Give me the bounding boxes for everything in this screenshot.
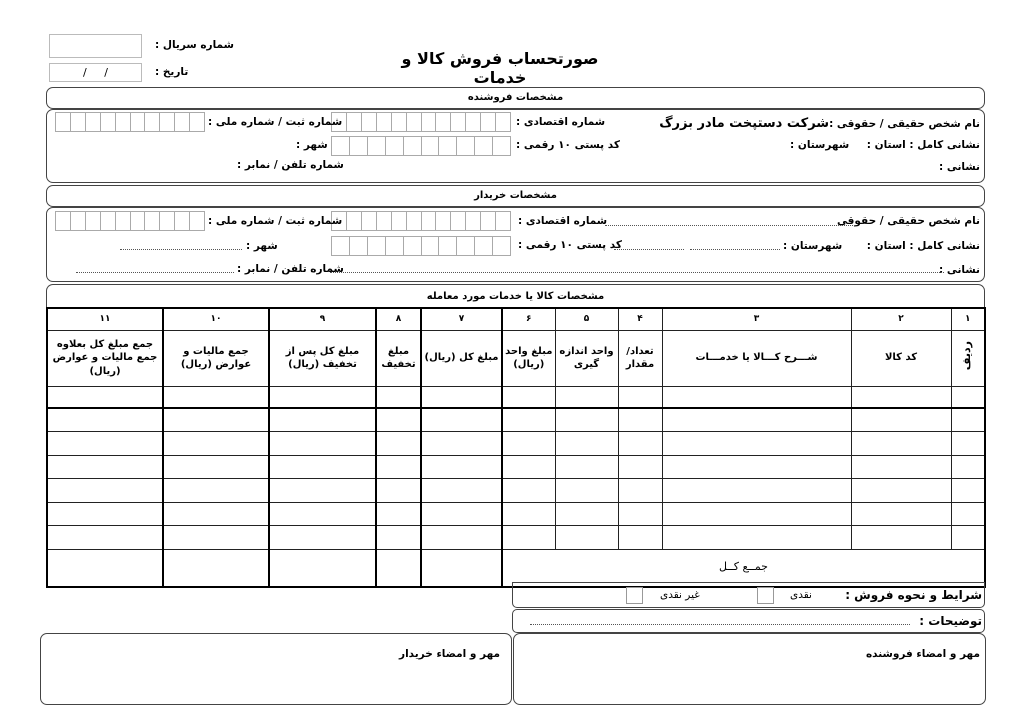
table-cell[interactable]: [851, 479, 951, 503]
seller-section-title: مشخصات فروشنده: [467, 92, 564, 103]
table-cell[interactable]: [502, 455, 555, 479]
table-cell[interactable]: [951, 502, 985, 526]
buyer-postal-code-input[interactable]: [331, 236, 511, 256]
date-value: / /: [83, 66, 108, 79]
table-cell[interactable]: [163, 502, 269, 526]
col-header-unit: واحد اندازه گیری: [555, 330, 618, 386]
buyer-phone-label: شماره تلفن / نمابر :: [237, 263, 344, 275]
col-num-10: ۱۰: [163, 308, 269, 330]
buyer-national-id-input[interactable]: [55, 211, 205, 231]
col-num-2: ۲: [851, 308, 951, 330]
buyer-signature-label: مهر و امضاء خریدار: [399, 648, 500, 660]
col-num-1: ۱: [951, 308, 985, 330]
table-cell[interactable]: [163, 479, 269, 503]
date-label: تاریخ :: [155, 66, 189, 78]
col-num-11: ۱۱: [47, 308, 163, 330]
col-header-row-number: [951, 330, 985, 386]
table-row: [47, 526, 985, 550]
table-cell[interactable]: [269, 455, 376, 479]
table-cell[interactable]: [421, 479, 502, 503]
table-cell[interactable]: [951, 455, 985, 479]
date-field[interactable]: [49, 63, 142, 82]
seller-postal-code-input[interactable]: [331, 136, 511, 156]
seller-county-label: شهرستان :: [790, 139, 850, 151]
buyer-name-label: نام شخص حقیقی / حقوقی: [836, 215, 980, 227]
table-row: [47, 479, 985, 503]
total-cell-grand-total[interactable]: [47, 549, 163, 587]
table-cell[interactable]: [662, 526, 851, 550]
buyer-section-title: مشخصات خریدار: [474, 190, 557, 201]
table-cell[interactable]: [163, 526, 269, 550]
serial-number-field[interactable]: [49, 34, 142, 58]
table-cell[interactable]: [376, 432, 421, 456]
buyer-city-input[interactable]: [120, 249, 242, 250]
seller-name-value: شرکت دستپخت مادر بزرگ: [659, 116, 830, 131]
table-cell[interactable]: [502, 386, 555, 408]
sale-terms-label: شرایط و نحوه فروش :: [845, 588, 982, 602]
table-cell[interactable]: [163, 408, 269, 432]
table-cell[interactable]: [662, 408, 851, 432]
buyer-signature-box[interactable]: [40, 633, 512, 705]
table-cell[interactable]: [618, 386, 662, 408]
table-cell[interactable]: [662, 502, 851, 526]
table-cell[interactable]: [555, 408, 618, 432]
total-label: جمــع کــل: [502, 549, 985, 587]
col-num-3: ۳: [662, 308, 851, 330]
buyer-city-label: شهر :: [246, 240, 278, 252]
table-row: [47, 386, 985, 408]
buyer-economic-no-label: شماره اقتصادی :: [518, 215, 608, 227]
seller-city-label: شهر :: [296, 139, 328, 151]
table-cell[interactable]: [851, 408, 951, 432]
table-cell[interactable]: [951, 432, 985, 456]
non-cash-label: غیر نقدی: [660, 589, 700, 601]
table-cell[interactable]: [555, 526, 618, 550]
table-cell[interactable]: [376, 502, 421, 526]
table-cell[interactable]: [269, 479, 376, 503]
cash-checkbox[interactable]: [757, 587, 774, 604]
table-cell[interactable]: [47, 502, 163, 526]
buyer-national-id-label: شماره ثبت / شماره ملی :: [208, 215, 343, 227]
col-num-4: ۴: [618, 308, 662, 330]
table-cell[interactable]: [47, 526, 163, 550]
serial-number-label: شماره سریال :: [155, 39, 234, 51]
seller-economic-no-input[interactable]: [331, 112, 511, 132]
table-cell[interactable]: [269, 526, 376, 550]
col-header-tax: جمع مالیات و عوارض (ریال): [163, 330, 269, 386]
col-num-6: ۶: [502, 308, 555, 330]
buyer-address-dots-left[interactable]: [614, 249, 684, 250]
table-cell[interactable]: [163, 432, 269, 456]
col-header-description: شـــرح کـــالا یا خدمـــات: [662, 330, 851, 386]
table-cell[interactable]: [47, 479, 163, 503]
seller-economic-no-label: شماره اقتصادی :: [516, 116, 606, 128]
total-cell-discount[interactable]: [376, 549, 421, 587]
buyer-address-input[interactable]: [330, 272, 944, 273]
table-row: [47, 408, 985, 432]
table-cell[interactable]: [851, 502, 951, 526]
table-cell[interactable]: [618, 455, 662, 479]
seller-national-id-input[interactable]: [55, 112, 205, 132]
table-cell[interactable]: [376, 408, 421, 432]
table-cell[interactable]: [662, 432, 851, 456]
table-cell[interactable]: [502, 408, 555, 432]
table-cell[interactable]: [618, 479, 662, 503]
col-header-unit-price: مبلغ واحد (ریال): [502, 330, 555, 386]
notes-box: [512, 609, 985, 633]
table-cell[interactable]: [376, 479, 421, 503]
buyer-address-label: نشانی :: [939, 264, 980, 276]
table-cell[interactable]: [851, 432, 951, 456]
table-row: [47, 455, 985, 479]
seller-signature-box[interactable]: [513, 633, 986, 705]
notes-label: توضیحات :: [919, 614, 982, 628]
col-header-quantity: تعداد/ مقدار: [618, 330, 662, 386]
table-cell[interactable]: [502, 479, 555, 503]
seller-postal-code-label: کد پستی ۱۰ رقمی :: [516, 139, 620, 151]
table-cell[interactable]: [269, 432, 376, 456]
page-title: صورتحساب فروش کالا و خدمات: [401, 49, 599, 87]
table-cell[interactable]: [502, 502, 555, 526]
table-cell[interactable]: [47, 432, 163, 456]
table-cell[interactable]: [502, 526, 555, 550]
col-header-grand-total: جمع مبلغ کل بعلاوه جمع مالیات و عوارض (ریال): [47, 330, 163, 386]
seller-phone-label: شماره تلفن / نمابر :: [237, 159, 344, 171]
buyer-postal-code-label: کد پستی ۱۰ رقمی :: [518, 239, 622, 251]
table-cell[interactable]: [555, 455, 618, 479]
table-cell[interactable]: [618, 526, 662, 550]
table-cell[interactable]: [951, 479, 985, 503]
table-cell[interactable]: [376, 455, 421, 479]
col-num-8: ۸: [376, 308, 421, 330]
table-cell[interactable]: [555, 502, 618, 526]
buyer-phone-input[interactable]: [76, 272, 234, 273]
table-cell[interactable]: [421, 502, 502, 526]
table-cell[interactable]: [269, 502, 376, 526]
buyer-county-label: شهرستان :: [783, 240, 843, 252]
table-cell[interactable]: [269, 386, 376, 408]
table-cell[interactable]: [555, 386, 618, 408]
total-cell-tax[interactable]: [163, 549, 269, 587]
items-section-title: مشخصات کالا یا خدمات مورد معامله: [426, 291, 605, 302]
col-num-9: ۹: [269, 308, 376, 330]
col-header-total-price: مبلغ کل (ریال): [421, 330, 502, 386]
table-cell[interactable]: [851, 455, 951, 479]
col-num-5: ۵: [555, 308, 618, 330]
table-cell[interactable]: [618, 502, 662, 526]
table-cell[interactable]: [47, 408, 163, 432]
seller-name-caption: نام شخص حقیقی / حقوقی :: [829, 118, 980, 130]
table-cell[interactable]: [851, 386, 951, 408]
col-header-after-discount: مبلغ کل پس از تخفیف (ریال): [269, 330, 376, 386]
table-cell[interactable]: [555, 479, 618, 503]
table-cell[interactable]: [163, 386, 269, 408]
seller-name-label: [659, 116, 980, 131]
table-cell[interactable]: [47, 455, 163, 479]
table-cell[interactable]: [502, 432, 555, 456]
col-header-product-code: کد کالا: [851, 330, 951, 386]
col-header-row-number-label: ردیف: [960, 341, 974, 371]
buyer-name-input[interactable]: [605, 225, 855, 226]
table-cell[interactable]: [951, 386, 985, 408]
table-cell[interactable]: [851, 526, 951, 550]
column-header-row: [47, 330, 985, 386]
buyer-county-input[interactable]: [690, 249, 780, 250]
table-cell[interactable]: [163, 455, 269, 479]
table-row: [47, 502, 985, 526]
table-cell[interactable]: [555, 432, 618, 456]
table-cell[interactable]: [47, 386, 163, 408]
table-cell[interactable]: [421, 455, 502, 479]
table-cell[interactable]: [269, 408, 376, 432]
total-cell-total-price[interactable]: [421, 549, 502, 587]
buyer-address-full-label: نشانی کامل : استان :: [866, 240, 980, 252]
table-cell[interactable]: [662, 455, 851, 479]
col-header-discount: مبلغ تخفیف: [376, 330, 421, 386]
table-cell[interactable]: [618, 432, 662, 456]
col-num-7: ۷: [421, 308, 502, 330]
seller-national-id-label: شماره ثبت / شماره ملی :: [208, 116, 343, 128]
notes-input[interactable]: [530, 624, 910, 625]
buyer-economic-no-input[interactable]: [331, 211, 511, 231]
cash-label: نقدی: [790, 589, 812, 601]
table-cell[interactable]: [951, 526, 985, 550]
table-cell[interactable]: [662, 386, 851, 408]
non-cash-checkbox[interactable]: [626, 587, 643, 604]
seller-signature-label: مهر و امضاء فروشنده: [865, 648, 980, 660]
table-cell[interactable]: [376, 526, 421, 550]
table-cell[interactable]: [421, 432, 502, 456]
items-table: [46, 307, 986, 588]
total-cell-after-discount[interactable]: [269, 549, 376, 587]
table-cell[interactable]: [951, 408, 985, 432]
table-cell[interactable]: [421, 408, 502, 432]
table-cell[interactable]: [662, 479, 851, 503]
table-cell[interactable]: [421, 386, 502, 408]
seller-address-full-label: نشانی کامل : استان :: [866, 139, 980, 151]
seller-address-label: نشانی :: [939, 161, 980, 173]
table-cell[interactable]: [618, 408, 662, 432]
table-cell[interactable]: [376, 386, 421, 408]
column-number-row: [47, 308, 985, 330]
table-row: [47, 432, 985, 456]
table-cell[interactable]: [421, 526, 502, 550]
